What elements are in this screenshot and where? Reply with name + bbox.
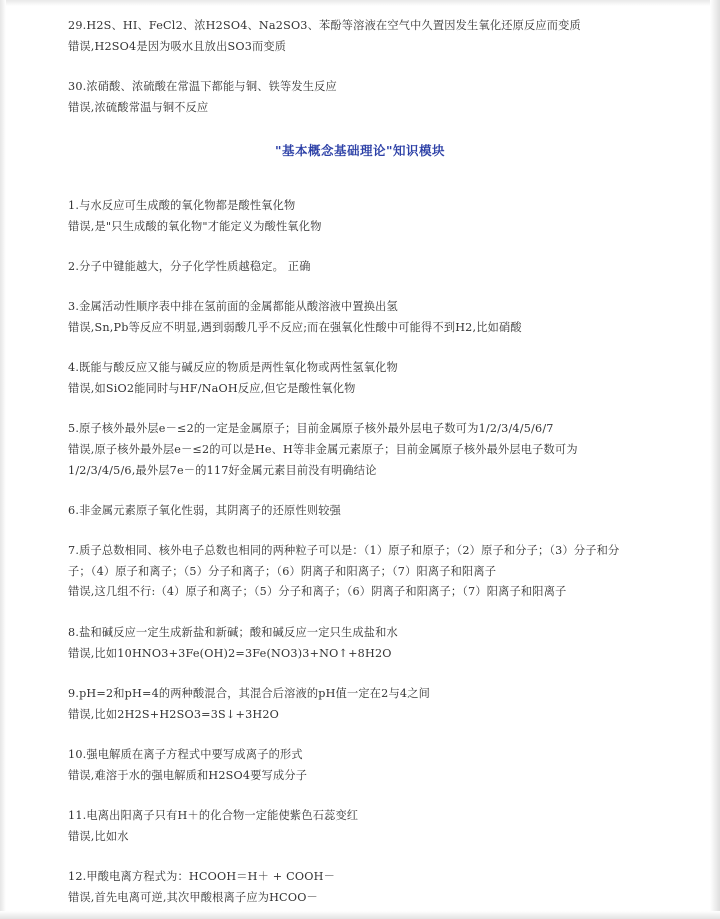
section-heading: "基本概念基础理论"知识模块: [274, 143, 446, 158]
item-29-statement: 29.H2S、HI、FeCl2、浓H2SO4、Na2SO3、苯酚等溶液在空气中久置因发生氧化还原反应而变质: [68, 19, 581, 32]
item-10-statement: 10.强电解质在离子方程式中要写成离子的形式: [68, 748, 303, 761]
item-9-statement: 9.pH=2和pH=4的两种酸混合，其混合后溶液的pH值一定在2与4之间: [68, 687, 430, 700]
item-12-answer: 错误,首先电离可逆,其次甲酸根离子应为HCOO－: [68, 891, 318, 904]
item-3-statement: 3.金属活动性顺序表中排在氢前面的金属都能从酸溶液中置换出氢: [68, 300, 398, 313]
item-4-statement: 4.既能与酸反应又能与碱反应的物质是两性氧化物或两性氢氧化物: [68, 361, 398, 374]
item-9-answer: 错误,比如2H2S+H2SO3=3S↓+3H2O: [68, 708, 280, 721]
item-30-statement: 30.浓硝酸、浓硫酸在常温下都能与铜、铁等发生反应: [68, 80, 337, 93]
item-6-statement: 6.非金属元素原子氧化性弱，其阴离子的还原性则较强: [68, 504, 341, 517]
item-8-statement: 8.盐和碱反应一定生成新盐和新碱；酸和碱反应一定只生成盐和水: [68, 626, 398, 639]
item-8-answer: 错误,比如10HNO3+3Fe(OH)2=3Fe(NO3)3+NO↑+8H2O: [68, 647, 392, 660]
item-5-statement: 5.原子核外最外层e－≤2的一定是金属原子；目前金属原子核外最外层电子数可为1/2/3/4/5/6/7: [68, 422, 554, 435]
item-4-answer: 错误,如SiO2能同时与HF/NaOH反应,但它是酸性氧化物: [68, 382, 356, 395]
item-30-answer: 错误,浓硫酸常温与铜不反应: [68, 101, 209, 114]
item-11-statement: 11.电离出阳离子只有H＋的化合物一定能使紫色石蕊变红: [68, 809, 359, 822]
item-11-answer: 错误,比如水: [68, 830, 129, 843]
item-5-answer-cont: 1/2/3/4/5/6,最外层7e－的117好金属元素目前没有明确结论: [68, 464, 377, 477]
page-shadow-bottom: [0, 911, 720, 919]
page-shadow-left: [0, 0, 6, 919]
item-7-statement-cont: 子；（4）原子和离子；（5）分子和离子；（6）阴离子和阳离子；（7）阳离子和阳离子: [68, 565, 497, 578]
item-29-answer: 错误,H2SO4是因为吸水且放出SO3而变质: [68, 40, 287, 53]
item-7-statement: 7.质子总数相同、核外电子总数也相同的两种粒子可以是：（1）原子和原子；（2）原子和分子；（3）分子和分: [68, 544, 620, 557]
item-1-statement: 1.与水反应可生成酸的氧化物都是酸性氧化物: [68, 199, 296, 212]
item-1-answer: 错误,是"只生成酸的氧化物"才能定义为酸性氧化物: [68, 220, 322, 233]
page-shadow-top: [0, 0, 720, 6]
item-7-answer: 错误,这几组不行:（4）原子和离子；（5）分子和离子；（6）阴离子和阳离子；（7）阳离子和阳离子: [68, 585, 567, 598]
item-5-answer: 错误,原子核外最外层e－≤2的可以是He、H等非金属元素原子；目前金属原子核外最外层电子数可为: [68, 443, 578, 456]
page-shadow-right: [710, 0, 720, 919]
item-10-answer: 错误,难溶于水的强电解质和H2SO4要写成分子: [68, 769, 308, 782]
item-2-statement: 2.分子中键能越大，分子化学性质越稳定。 正确: [68, 260, 311, 273]
item-3-answer: 错误,Sn,Pb等反应不明显,遇到弱酸几乎不反应;而在强氧化性酸中可能得不到H2,比如硝酸: [68, 321, 522, 334]
item-12-statement: 12.甲酸电离方程式为：HCOOH＝H＋ + COOH－: [68, 870, 335, 883]
